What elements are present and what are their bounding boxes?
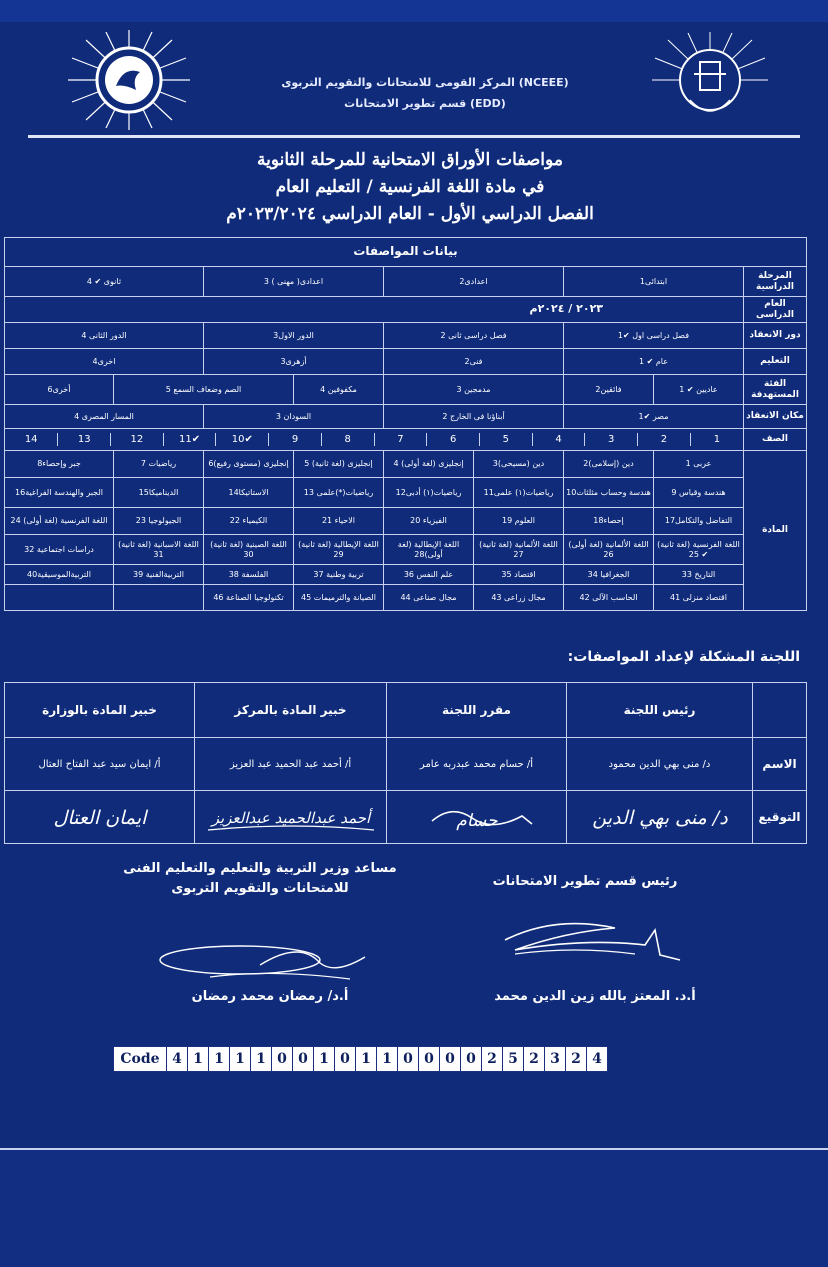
signature-head — [567, 791, 753, 844]
code-digit: 1 — [251, 1047, 272, 1072]
code-digit: 2 — [482, 1047, 503, 1072]
signature-center-text: أحمد عبدالحميد عبدالعزيز — [211, 808, 370, 827]
subject-cell: اللغة الإيطالية (لغة ثانية) 29 — [294, 535, 384, 565]
subject-cell: الفيزياء 20 — [384, 508, 474, 535]
subject-cell: إنجليزى (لغة أولى) 4 — [384, 451, 474, 478]
subject-cell: اقتصاد 35 — [474, 565, 564, 585]
name-rapporteur: أ/ حسام محمد عبدربه عامر — [387, 738, 567, 791]
deputy-name: أ.د/ رمضان محمد رمضان — [191, 989, 349, 1004]
subject-cell: اللغة الألمانية (لغة أولى) 26 — [564, 535, 654, 565]
code-digit: 0 — [440, 1047, 461, 1072]
subject-cell: هندسة وقياس 9 — [654, 478, 744, 508]
signature-rapporteur-image — [392, 796, 562, 836]
grade-cell: ✔11 — [163, 433, 216, 447]
subject-cell: الجبر والهندسة الفراغية16 — [5, 478, 114, 508]
stage-option: ابتدائى1 — [564, 267, 744, 297]
subject-cell: الصيانة والترميمات 45 — [294, 585, 384, 611]
year-label: العام الدراسى — [744, 297, 807, 323]
subject-cell: تكنولوجيا الصناعة 46 — [204, 585, 294, 611]
education-option: فنى2 — [384, 349, 564, 375]
code-digit: 0 — [335, 1047, 356, 1072]
place-option: المسار المصرى 4 — [5, 405, 204, 429]
bottom-band — [0, 1150, 828, 1267]
name-center: أ/ أحمد عبد الحميد عبد العزيز — [195, 738, 387, 791]
committee-title: اللجنة المشكلة لإعداد المواصفات: — [567, 649, 800, 665]
sign-label: التوقيع — [753, 791, 807, 844]
subject-cell: دراسات اجتماعية 32 — [5, 535, 114, 565]
org-department: قسم تطوير الامتحانات (EDD) — [344, 97, 506, 110]
code-digit: 1 — [377, 1047, 398, 1072]
stage-option: اعدادى2 — [384, 267, 564, 297]
session-option: الدور الاول3 — [204, 323, 384, 349]
education-option: عام ✔ 1 — [564, 349, 744, 375]
grade-cell: 4 — [532, 433, 585, 447]
grade-label: الصف — [744, 429, 807, 451]
target-option: مكفوفين 4 — [294, 375, 384, 405]
committee-table — [4, 682, 807, 844]
subject-cell: علم النفس 36 — [384, 565, 474, 585]
subject-cell: اللغة الصينية (لغة ثانية) 30 — [204, 535, 294, 565]
doc-title-line2: في مادة اللغة الفرنسية / التعليم العام — [275, 177, 545, 197]
deputy-title-line1: مساعد وزير التربية والتعليم والتعليم الفنى — [123, 861, 397, 876]
committee-col-rapporteur: مقرر اللجنة — [387, 683, 567, 738]
session-option: فصل دراسى اول ✔1 — [564, 323, 744, 349]
subject-cell: رياضيات(*)علمى 13 — [294, 478, 384, 508]
code-digit: 1 — [188, 1047, 209, 1072]
signature-center — [195, 791, 387, 844]
subject-cell: اللغة الفرنسية (لغة أولى) 24 — [5, 508, 114, 535]
subject-cell: العلوم 19 — [474, 508, 564, 535]
education-option: أزهرى3 — [204, 349, 384, 375]
signature-center-image — [198, 796, 384, 836]
subject-cell: التربيةالموسيقية40 — [5, 565, 114, 585]
nceee-logo-icon — [650, 30, 770, 130]
subject-cell: مجال صناعى 44 — [384, 585, 474, 611]
session-option: فصل دراسى ثانى 2 — [384, 323, 564, 349]
code-digit: 1 — [314, 1047, 335, 1072]
code-digit: 2 — [524, 1047, 545, 1072]
doc-title-line1: مواصفات الأوراق الامتحانية للمرحلة الثانوية — [257, 150, 563, 170]
committee-col-ministry: خبير المادة بالوزارة — [5, 683, 195, 738]
subject-cell: اقتصاد منزلى 41 — [654, 585, 744, 611]
code-digit: 0 — [398, 1047, 419, 1072]
stage-option: اعدادى( مهنى ) 3 — [204, 267, 384, 297]
grade-cell: ✔10 — [216, 433, 269, 447]
education-option: اخرى4 — [5, 349, 204, 375]
committee-col-head: رئيس اللجنة — [567, 683, 753, 738]
subject-cell — [114, 585, 204, 611]
dept-head-title: رئيس قسم تطوير الامتحانات — [492, 874, 678, 889]
code-digit: 0 — [419, 1047, 440, 1072]
subject-cell: اللغة الألمانية (لغة ثانية) 27 — [474, 535, 564, 565]
subject-cell: الفلسفة 38 — [204, 565, 294, 585]
subject-cell: جبر وإحصاء8 — [5, 451, 114, 478]
signature-rapporteur-text: حسام — [455, 810, 498, 831]
subject-cell: رياضيات(١) علمى11 — [474, 478, 564, 508]
place-option: مصر ✔1 — [564, 405, 744, 429]
grade-cell: 14 — [24, 433, 38, 445]
subject-cell: التربيةالفنية 39 — [114, 565, 204, 585]
grade-cell: 1 — [690, 433, 743, 447]
place-label: مكان الانعقاد — [744, 405, 807, 429]
stage-label: المرحلة الدراسية — [744, 267, 807, 297]
header-divider — [28, 135, 800, 138]
committee-col-center: خبير المادة بالمركز — [195, 683, 387, 738]
grade-cell: 7 — [374, 433, 427, 447]
target-option: فائقين2 — [564, 375, 654, 405]
code-digit: 1 — [230, 1047, 251, 1072]
grade-cell: 12 — [111, 433, 164, 447]
grade-cell: 6 — [427, 433, 480, 447]
signature-ministry-image — [10, 796, 190, 836]
top-band — [0, 0, 828, 22]
subject-cell: رياضيات 7 — [114, 451, 204, 478]
place-option: السودان 3 — [204, 405, 384, 429]
code-digit: 0 — [461, 1047, 482, 1072]
signature-head-image — [575, 796, 745, 836]
subject-cell: رياضيات(١) أدبى12 — [384, 478, 474, 508]
target-option: مدمجين 3 — [384, 375, 564, 405]
spec-table — [4, 237, 807, 611]
name-head: د/ منى بهي الدين محمود — [567, 738, 753, 791]
code-digit: 1 — [356, 1047, 377, 1072]
code-digit: 5 — [503, 1047, 524, 1072]
subject-cell: إنجليزى (لغة ثانية) 5 — [294, 451, 384, 478]
target-option: أخرى6 — [5, 375, 114, 405]
grade-cell: 13 — [58, 433, 111, 447]
session-label: دور الانعقاد — [744, 323, 807, 349]
target-option: عاديين ✔ 1 — [654, 375, 744, 405]
code-digit: 3 — [545, 1047, 566, 1072]
code-digit: 1 — [209, 1047, 230, 1072]
grade-cell: 5 — [479, 433, 532, 447]
subject-cell: مجال زراعى 43 — [474, 585, 564, 611]
subject-label: المادة — [744, 451, 807, 611]
subject-cell: الديناميكا15 — [114, 478, 204, 508]
stage-option: ثانوى ✔ 4 — [5, 267, 204, 297]
subject-cell: عربى 1 — [654, 451, 744, 478]
place-option: أبناؤنا فى الخارج 2 — [384, 405, 564, 429]
code-digit: 2 — [566, 1047, 587, 1072]
org-name: المركز القومى للامتحانات والتقويم التربوى (NCEEE) — [281, 76, 569, 89]
target-option: الصم وضعاف السمع 5 — [114, 375, 294, 405]
subject-cell: الاستاتيكا14 — [204, 478, 294, 508]
name-ministry: أ/ ايمان سيد عبد الفتاح العتال — [5, 738, 195, 791]
code-digit: 4 — [587, 1047, 608, 1072]
signature-head-text: د/ منى بهي الدين — [591, 806, 728, 829]
grade-cell: 3 — [585, 433, 638, 447]
name-label: الاسم — [753, 738, 807, 791]
deputy-signature — [150, 935, 380, 990]
session-option: الدور الثانى 4 — [5, 323, 204, 349]
dept-head-signature — [495, 910, 685, 972]
signature-ministry — [5, 791, 195, 844]
subject-cell: اللغة الفرنسية (لغة ثانية) ✔ 25 — [654, 535, 744, 565]
subject-cell: الحاسب الآلى 42 — [564, 585, 654, 611]
subject-cell: تربية وطنية 37 — [294, 565, 384, 585]
grade-cell: 2 — [638, 433, 691, 447]
doc-title-line3: الفصل الدراسي الأول - العام الدراسي ٢٠٢٣/٢٠٢٤م — [226, 204, 594, 224]
subject-cell: دين (إسلامى)2 — [564, 451, 654, 478]
spec-header: بيانات المواصفات — [5, 238, 807, 267]
subject-cell: دين (مسيحى)3 — [474, 451, 564, 478]
grade-cell: 9 — [269, 433, 322, 447]
education-label: التعليم — [744, 349, 807, 375]
subject-cell — [5, 585, 114, 611]
subject-cell: اللغة الإيطالية (لغة أولى)28 — [384, 535, 474, 565]
code-digit: 0 — [293, 1047, 314, 1072]
grade-cell: 8 — [321, 433, 374, 447]
subject-cell: هندسة وحساب مثلثات10 — [564, 478, 654, 508]
subject-cell: التاريخ 33 — [654, 565, 744, 585]
subject-cell: التفاضل والتكامل17 — [654, 508, 744, 535]
code-digit: 4 — [167, 1047, 188, 1072]
edd-logo-icon — [66, 28, 192, 132]
committee-corner — [753, 683, 807, 738]
subject-cell: إحصاء18 — [564, 508, 654, 535]
subject-cell: الجغرافيا 34 — [564, 565, 654, 585]
year-value: ٢٠٢٣ / ٢٠٢٤م — [5, 297, 744, 323]
subject-cell: اللغة الاسبانية (لغة ثانية) 31 — [114, 535, 204, 565]
signature-ministry-text: ايمان العتال — [53, 806, 146, 829]
code-label: Code — [114, 1047, 167, 1072]
subject-cell: الكيمياء 22 — [204, 508, 294, 535]
subject-cell: إنجليزى (مستوى رفيع)6 — [204, 451, 294, 478]
dept-head-name: أ.د. المعتز بالله زين الدين محمد — [494, 989, 696, 1004]
subject-cell: الجيولوجيا 23 — [114, 508, 204, 535]
target-label: الفئة المستهدفة — [744, 375, 807, 405]
signature-rapporteur — [387, 791, 567, 844]
deputy-title-line2: للامتحانات والتقويم التربوى — [171, 881, 349, 896]
code-table — [113, 1046, 608, 1072]
code-digit: 0 — [272, 1047, 293, 1072]
subject-cell: الاحياء 21 — [294, 508, 384, 535]
